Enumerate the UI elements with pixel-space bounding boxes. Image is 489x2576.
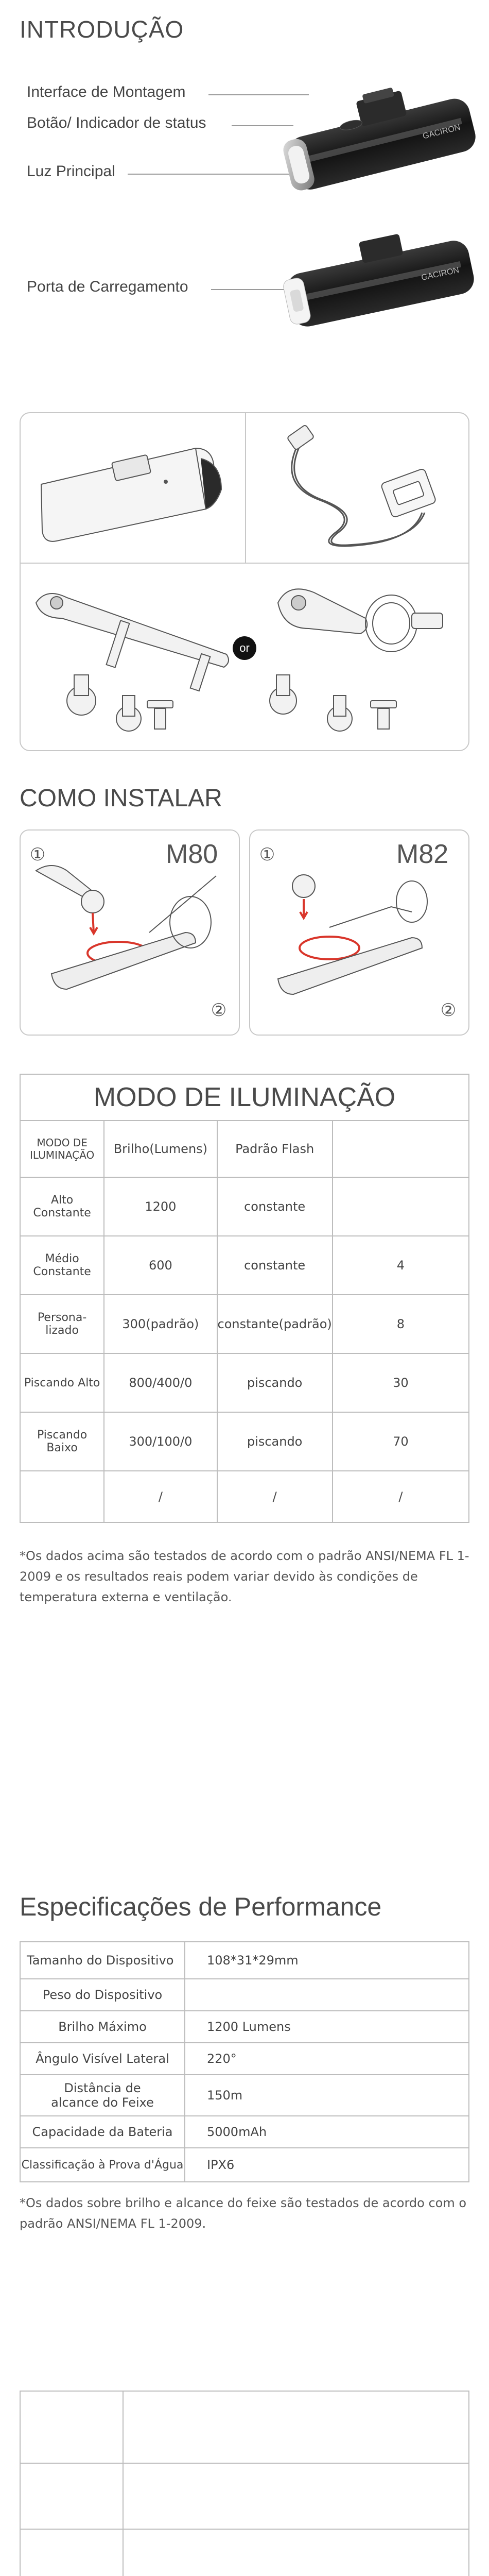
col-header-brightness: Brilho(Lumens) [104,1121,217,1177]
spec-label: Ângulo Visível Lateral [20,2043,185,2075]
mode-name: Alto Constante [20,1177,104,1236]
specs-footnote: *Os dados sobre brilho e alcance do feixe são testados de acordo com o padrão ANSI/NEMA FL 1-2009. [20,2196,467,2231]
mode-brightness: 300(padrão) [104,1295,217,1353]
spec-value: 1200 Lumens [185,2011,469,2043]
intro-title: INTRODUÇÃO [20,16,184,43]
step-1-marker: ① [29,845,46,865]
spec-value [185,1979,469,2011]
table-row [20,2148,469,2182]
table-row [20,1236,469,1295]
table-row [20,2011,469,2043]
col-header-runtime [333,1121,469,1177]
table-row [20,2463,469,2529]
table-row [20,1353,469,1412]
spec-label: Tamanho do Dispositivo [20,1942,185,1979]
mode-runtime [333,1177,469,1236]
spec-label: Capacidade da Bateria [20,2116,185,2148]
mode-flash: constante [217,1236,333,1295]
mode-name: Médio Constante [20,1236,104,1295]
mount-accessories-right-drawing [257,572,463,742]
step-2-marker: ② [440,1001,457,1020]
mode-name [20,1471,104,1522]
mount-accessories-left-drawing [26,572,232,742]
or-label: or [239,641,250,654]
table-row [20,1295,469,1353]
label-charging-port: Porta de Carregamento [27,278,188,295]
specs-title: Especificações de Performance [20,1892,382,1921]
modes-title: MODO DE ILUMINAÇÃO [93,1082,396,1112]
mode-brightness: 800/400/0 [104,1353,217,1412]
table-row [20,1942,469,1979]
divider [21,563,468,564]
spec-value: IPX6 [185,2148,469,2182]
table-row [20,2391,469,2463]
mode-flash: piscando [217,1412,333,1471]
model-name-m80: M80 [166,839,218,869]
modes-footnote: *Os dados acima são testados de acordo com o padrão ANSI/NEMA FL 1-2009 e os resultados reais podem variar devido às condições de temperatura externa e ventilação. [20,1549,469,1604]
blank-table [20,2391,469,2576]
label-mount-interface: Interface de Montagem [27,83,186,100]
mode-flash: constante(padrão) [217,1295,333,1353]
mode-flash: / [217,1471,333,1522]
table-row [20,1979,469,2011]
mode-brightness: / [104,1471,217,1522]
table-header-row [20,1121,469,1177]
label-main-light: Luz Principal [27,163,115,180]
install-m80-drawing [31,855,226,1025]
spec-value: 220° [185,2043,469,2075]
mode-runtime: 70 [333,1412,469,1471]
mode-flash: constante [217,1177,333,1236]
mode-runtime: 8 [333,1295,469,1353]
install-m82-drawing [257,855,453,1025]
table-row [20,1471,469,1522]
mode-flash: piscando [217,1353,333,1412]
mode-brightness: 1200 [104,1177,217,1236]
table-row [20,1412,469,1471]
mode-runtime: 4 [333,1236,469,1295]
model-name-m82: M82 [396,839,449,869]
step-2-marker: ② [211,1001,227,1020]
bike-light-rear-image [268,222,484,350]
label-button-indicator: Botão/ Indicador de status [27,114,206,131]
spec-label: Brilho Máximo [20,2011,185,2043]
modes-title-box [20,1074,469,1120]
divider [245,413,246,563]
mode-runtime: 30 [333,1353,469,1412]
table-row [20,1177,469,1236]
col-header-flash: Padrão Flash [217,1121,333,1177]
or-badge [233,636,256,660]
svg-text:GACIRON: GACIRON [420,265,460,283]
bike-light-front-image [268,62,484,216]
mode-name: Persona- lizado [20,1295,104,1353]
install-title: COMO INSTALAR [20,785,222,812]
table-row [20,2075,469,2116]
mode-name: Piscando Baixo [20,1412,104,1471]
mode-brightness: 600 [104,1236,217,1295]
spec-value: 108*31*29mm [185,1942,469,1979]
mode-name: Piscando Alto [20,1353,104,1412]
step-1-marker: ① [259,845,275,865]
spec-label: Distância de alcance do Feixe [20,2075,185,2116]
light-unit-drawing [31,428,237,551]
table-row [20,2116,469,2148]
spec-label: Peso do Dispositivo [20,1979,185,2011]
mode-brightness: 300/100/0 [104,1412,217,1471]
svg-text:GACIRON: GACIRON [422,123,462,141]
modes-table [20,1120,469,1523]
col-header-mode: MODO DE ILUMINAÇÃO [20,1121,104,1177]
charging-cable-drawing [257,422,463,556]
table-row [20,2529,469,2576]
mode-runtime: / [333,1471,469,1522]
specs-table [20,1941,469,2182]
spec-label: Classificação à Prova d'Água [20,2148,185,2182]
table-row [20,2043,469,2075]
spec-value: 150m [185,2075,469,2116]
spec-value: 5000mAh [185,2116,469,2148]
